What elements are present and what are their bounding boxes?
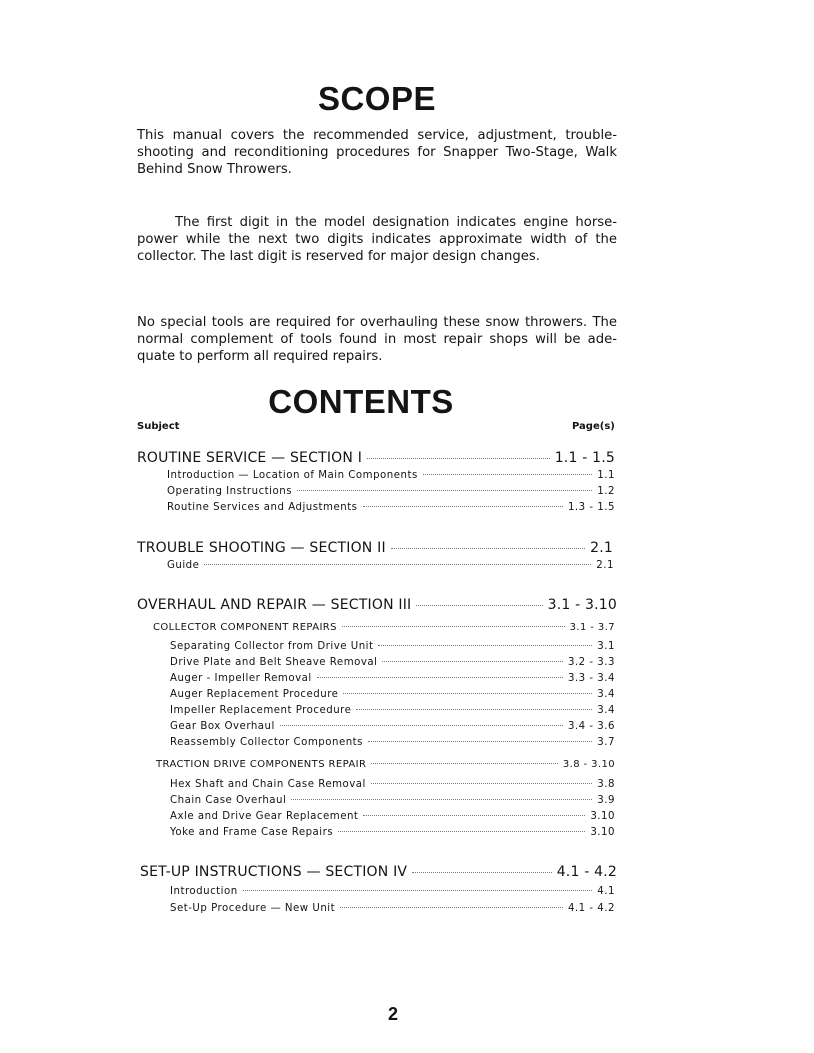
toc-pages: 1.1 - 1.5 bbox=[554, 450, 615, 466]
toc-label: Reassembly Collector Components bbox=[170, 737, 363, 748]
dot-leader bbox=[343, 693, 592, 694]
toc-label: Operating Instructions bbox=[167, 486, 293, 497]
toc-pages: 3.4 bbox=[597, 705, 615, 716]
dot-leader bbox=[423, 474, 593, 475]
dot-leader bbox=[363, 815, 585, 816]
toc-entry[interactable] bbox=[170, 886, 615, 897]
toc-label: Guide bbox=[167, 560, 200, 571]
toc-pages: 3.3 - 3.4 bbox=[567, 673, 615, 684]
toc-entry[interactable] bbox=[170, 689, 615, 700]
toc-pages: 4.1 - 4.2 bbox=[556, 864, 617, 880]
toc-entry[interactable] bbox=[170, 737, 615, 748]
dot-leader bbox=[368, 741, 592, 742]
toc-pages: 4.1 bbox=[597, 886, 615, 897]
dot-leader bbox=[382, 661, 562, 662]
toc-label: Impeller Replacement Procedure bbox=[170, 705, 352, 716]
dot-leader bbox=[204, 564, 591, 565]
dot-leader bbox=[291, 799, 592, 800]
toc-pages: 3.10 bbox=[590, 811, 615, 822]
toc-pages: 3.1 - 3.7 bbox=[569, 622, 615, 633]
toc-label: Auger - Impeller Removal bbox=[170, 673, 312, 684]
toc-label: Set-Up Procedure — New Unit bbox=[170, 903, 336, 914]
dot-leader bbox=[340, 907, 563, 908]
dot-leader bbox=[338, 831, 585, 832]
dot-leader bbox=[371, 763, 558, 764]
toc-subsection-entry[interactable] bbox=[153, 622, 615, 633]
toc-label: TROUBLE SHOOTING — SECTION II bbox=[137, 540, 386, 556]
toc-label: Separating Collector from Drive Unit bbox=[170, 641, 374, 652]
scope-paragraph: No special tools are required for overhauling these snow throwers. The normal complement of tools found in most repair shops will be ade-quate to perform all required repairs. bbox=[137, 315, 617, 364]
toc-pages: 3.1 bbox=[597, 641, 615, 652]
toc-section-entry[interactable] bbox=[137, 450, 615, 466]
toc-entry[interactable] bbox=[170, 721, 615, 732]
toc-pages: 2.1 bbox=[596, 560, 614, 571]
subject-column-header: Subject bbox=[137, 421, 180, 432]
toc-label: Yoke and Frame Case Repairs bbox=[170, 827, 334, 838]
toc-section-entry[interactable] bbox=[137, 597, 617, 613]
toc-label: Gear Box Overhaul bbox=[170, 721, 275, 732]
toc-pages: 3.9 bbox=[597, 795, 615, 806]
toc-pages: 3.7 bbox=[597, 737, 615, 748]
toc-pages: 3.1 - 3.10 bbox=[547, 597, 617, 613]
dot-leader bbox=[367, 458, 550, 459]
toc-label: TRACTION DRIVE COMPONENTS REPAIR bbox=[156, 759, 367, 770]
toc-pages: 3.8 - 3.10 bbox=[562, 759, 615, 770]
dot-leader bbox=[378, 645, 592, 646]
scope-title: SCOPE bbox=[317, 80, 437, 117]
toc-pages: 3.2 - 3.3 bbox=[567, 657, 615, 668]
dot-leader bbox=[243, 890, 593, 891]
dot-leader bbox=[371, 783, 592, 784]
toc-pages: 1.1 bbox=[597, 470, 615, 481]
toc-pages: 1.3 - 1.5 bbox=[567, 502, 615, 513]
toc-entry[interactable] bbox=[170, 779, 615, 790]
toc-subsection-entry[interactable] bbox=[156, 759, 615, 770]
toc-label: COLLECTOR COMPONENT REPAIRS bbox=[153, 622, 337, 633]
toc-label: Chain Case Overhaul bbox=[170, 795, 287, 806]
toc-pages: 1.2 bbox=[597, 486, 615, 497]
toc-entry[interactable] bbox=[167, 502, 615, 513]
toc-label: ROUTINE SERVICE — SECTION I bbox=[137, 450, 363, 466]
toc-pages: 3.4 - 3.6 bbox=[567, 721, 615, 732]
dot-leader bbox=[342, 626, 565, 627]
toc-pages: 3.10 bbox=[590, 827, 615, 838]
dot-leader bbox=[391, 548, 585, 549]
toc-entry[interactable] bbox=[167, 560, 614, 571]
toc-label: Hex Shaft and Chain Case Removal bbox=[170, 779, 366, 790]
toc-entry[interactable] bbox=[170, 795, 615, 806]
toc-entry[interactable] bbox=[170, 657, 615, 668]
contents-title: CONTENTS bbox=[268, 383, 454, 420]
toc-section-entry[interactable] bbox=[137, 540, 613, 556]
page-number: 2 bbox=[387, 1004, 398, 1024]
dot-leader bbox=[363, 506, 563, 507]
toc-pages: 4.1 - 4.2 bbox=[567, 903, 615, 914]
toc-label: Axle and Drive Gear Replacement bbox=[170, 811, 359, 822]
toc-entry[interactable] bbox=[170, 641, 615, 652]
toc-entry[interactable] bbox=[167, 470, 615, 481]
dot-leader bbox=[416, 605, 542, 606]
toc-label: SET-UP INSTRUCTIONS — SECTION IV bbox=[140, 864, 408, 880]
scope-paragraph: The first digit in the model designation indicates engine horse-power while the next two digits indicates approximate width of the collector. The last digit is reserved for major design changes. bbox=[137, 215, 617, 264]
toc-entry[interactable] bbox=[170, 903, 615, 914]
dot-leader bbox=[356, 709, 592, 710]
toc-pages: 2.1 bbox=[590, 540, 613, 556]
toc-label: OVERHAUL AND REPAIR — SECTION III bbox=[137, 597, 412, 613]
dot-leader bbox=[280, 725, 563, 726]
scope-paragraph: This manual covers the recommended service, adjustment, trouble-shooting and reconditioning procedures for Snapper Two-Stage, Walk Behind Snow Throwers. bbox=[137, 128, 617, 177]
toc-label: Introduction — Location of Main Components bbox=[167, 470, 418, 481]
toc-pages: 3.8 bbox=[597, 779, 615, 790]
toc-label: Introduction bbox=[170, 886, 238, 897]
toc-label: Routine Services and Adjustments bbox=[167, 502, 358, 513]
toc-entry[interactable] bbox=[170, 811, 615, 822]
dot-leader bbox=[317, 677, 563, 678]
toc-label: Drive Plate and Belt Sheave Removal bbox=[170, 657, 378, 668]
toc-section-entry[interactable] bbox=[140, 864, 617, 880]
dot-leader bbox=[297, 490, 592, 491]
toc-entry[interactable] bbox=[170, 673, 615, 684]
toc-entry[interactable] bbox=[167, 486, 615, 497]
toc-label: Auger Replacement Procedure bbox=[170, 689, 339, 700]
toc-pages: 3.4 bbox=[597, 689, 615, 700]
dot-leader bbox=[412, 872, 552, 873]
toc-entry[interactable] bbox=[170, 827, 615, 838]
toc-entry[interactable] bbox=[170, 705, 615, 716]
pages-column-header: Page(s) bbox=[572, 421, 615, 432]
